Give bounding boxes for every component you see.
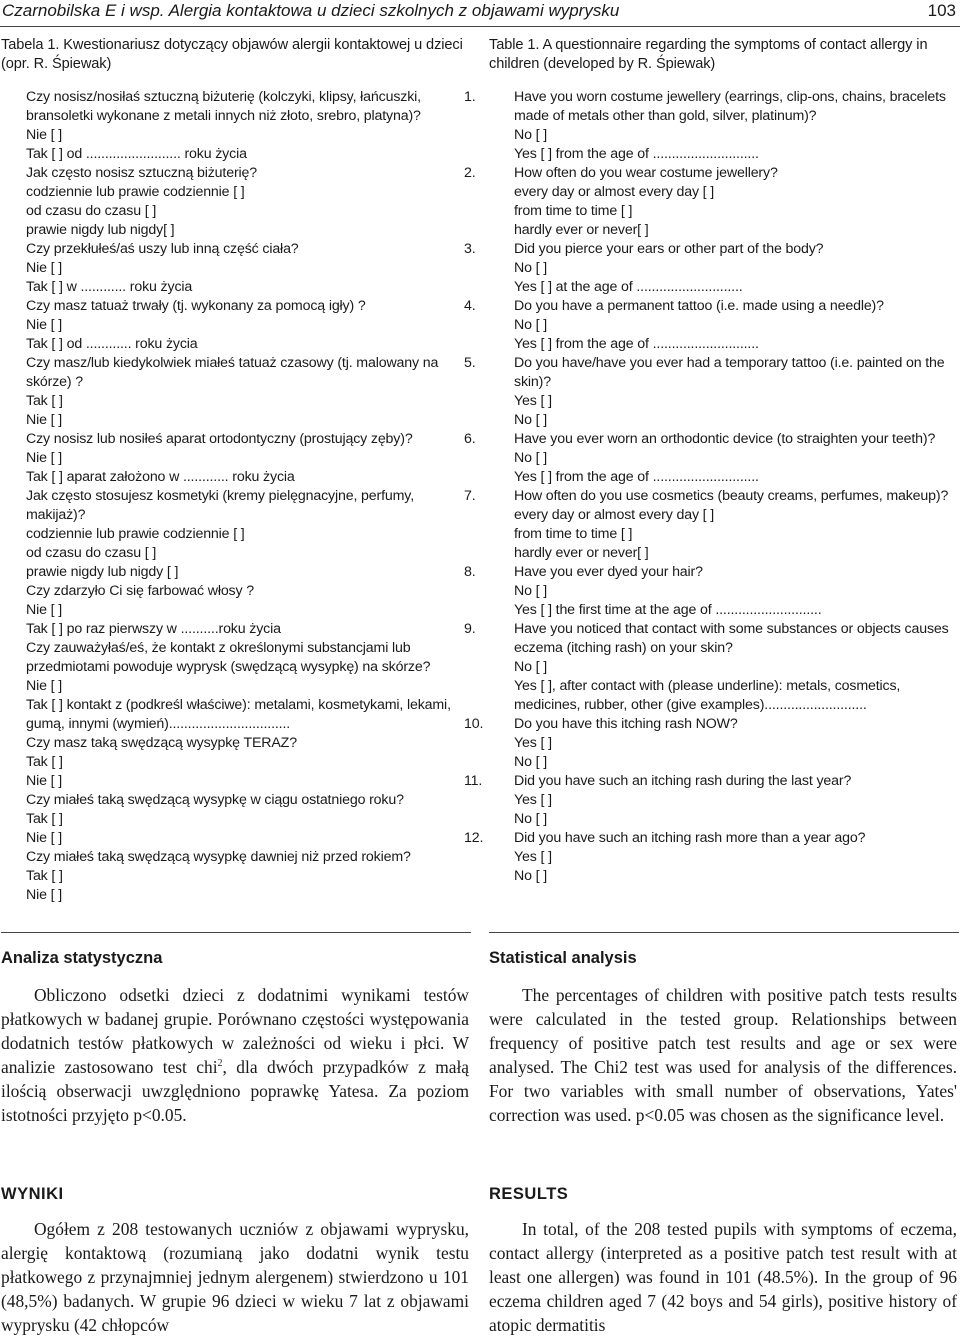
- answer-option: prawie nigdy lub nigdy[ ]: [26, 222, 175, 238]
- question-line: [1, 164, 471, 183]
- question-line: [1, 88, 471, 126]
- question-number: [1, 734, 26, 753]
- question-number: 4.: [464, 298, 476, 314]
- table-caption-pl: Tabela 1. Kwestionariusz dotyczący objawów alergii kontaktowej u dzieci (opr. R. Śpiewak): [1, 37, 463, 72]
- answer-option: Nie [ ]: [26, 412, 63, 428]
- answer-option: Yes [ ]: [514, 849, 552, 865]
- answer-option: Nie [ ]: [26, 887, 63, 903]
- answer-option: Yes [ ] from the age of ............................: [514, 336, 759, 352]
- question-number: [1, 848, 26, 867]
- question-text: Czy masz/lub kiedykolwiek miałeś tatuaż czasowy (tj. malowany na skórze) ?: [26, 355, 439, 390]
- question-item: [464, 88, 959, 164]
- running-title: Czarnobilska E i wsp. Alergia kontaktowa u dzieci szkolnych z objawami wyprysku: [2, 1, 620, 20]
- question-item: [464, 354, 959, 430]
- results-text-en: In total, of the 208 tested pupils with symptoms of eczema, contact allergy (interpreted as a positive patch test result with at least one allergen) was found in 101 (48.5%). In the group of 96 eczema children aged 7 (42 boys and 54 girls), positive history of atopic dermatitis: [489, 1219, 957, 1335]
- question-line: [464, 88, 959, 126]
- answer-option: Tak [ ]: [26, 754, 63, 770]
- page-number: 103: [927, 1, 956, 20]
- question-number: 12.: [464, 830, 484, 846]
- question-number: 6.: [464, 431, 476, 447]
- question-item: [464, 164, 959, 240]
- question-text: Do you have a permanent tattoo (i.e. made using a needle)?: [514, 298, 884, 314]
- question-number: [1, 582, 26, 601]
- answer-option: Tak [ ]: [26, 811, 63, 827]
- answer-option: Nie [ ]: [26, 450, 63, 466]
- question-item: [464, 715, 959, 772]
- polish-questionnaire-column: [1, 36, 471, 905]
- answer-option: Yes [ ]: [514, 792, 552, 808]
- chi-superscript: 2: [217, 1058, 223, 1070]
- question-text: Have you noticed that contact with some substances or objects causes eczema (itching rash) on your skin?: [514, 621, 949, 656]
- question-number: 8.: [464, 564, 476, 580]
- answer-option: Yes [ ], after contact with (please underline): metals, cosmetics, medicines, rubber, other (give examples)...........................: [514, 678, 901, 713]
- answer-option: Yes [ ] from the age of ............................: [514, 469, 759, 485]
- question-line: [1, 791, 471, 810]
- answer-option: prawie nigdy lub nigdy [ ]: [26, 564, 179, 580]
- question-text: Czy masz taką swędzącą wysypkę TERAZ?: [26, 735, 297, 751]
- running-header: [0, 0, 960, 27]
- answer-option: Tak [ ]: [26, 393, 63, 409]
- question-item: [464, 430, 959, 487]
- question-number: [1, 354, 26, 373]
- question-text: Did you pierce your ears or other part of the body?: [514, 241, 824, 257]
- answer-option: Nie [ ]: [26, 127, 63, 143]
- question-line: [464, 829, 959, 848]
- answer-option: codziennie lub prawie codziennie [ ]: [26, 184, 245, 200]
- answer-option: No [ ]: [514, 412, 548, 428]
- answer-option: No [ ]: [514, 450, 548, 466]
- question-number: [1, 240, 26, 259]
- answer-option: Nie [ ]: [26, 260, 63, 276]
- question-text: Did you have such an itching rash during the last year?: [514, 773, 852, 789]
- question-number: [1, 639, 26, 658]
- question-number: 10.: [464, 716, 484, 732]
- question-item: [1, 791, 471, 848]
- results-heading-en: RESULTS: [489, 1185, 569, 1203]
- answer-option: Tak [ ] po raz pierwszy w ..........roku życia: [26, 621, 281, 637]
- question-item: [464, 563, 959, 620]
- answer-option: Tak [ ] od ............ roku życia: [26, 336, 198, 352]
- question-line: [1, 639, 471, 677]
- question-item: [1, 354, 471, 430]
- answer-option: No [ ]: [514, 659, 548, 675]
- answer-option: Tak [ ] kontakt z (podkreśl właściwe): metalami, kosmetykami, lekami, gumą, innymi (wymień)................................: [26, 697, 451, 732]
- answer-option: Yes [ ] from the age of ............................: [514, 146, 759, 162]
- stats-heading-en: Statistical analysis: [489, 949, 637, 967]
- question-text: Czy nosisz lub nosiłeś aparat ortodontyczny (prostujący zęby)?: [26, 431, 413, 447]
- question-item: [1, 297, 471, 354]
- question-list-en: [464, 88, 959, 886]
- question-text: Have you ever dyed your hair?: [514, 564, 703, 580]
- english-questionnaire-column: [464, 36, 959, 886]
- question-number: [1, 164, 26, 183]
- answer-option: No [ ]: [514, 317, 548, 333]
- question-number: [1, 487, 26, 506]
- answer-option: hardly ever or never[ ]: [514, 545, 649, 561]
- stats-text-en: The percentages of children with positive patch tests results were calculated in the tested group. Relationships between frequency of positive patch test results and age or sex were analysed. The Chi2 test was used for analysis of the differences. For two variables with small number of observations, Yates' correction was used. p<0.05 was chosen as the significance level.: [489, 985, 957, 1125]
- question-number: [1, 430, 26, 449]
- stats-paragraph-pl: [1, 983, 469, 1127]
- question-line: [464, 563, 959, 582]
- question-line: [464, 430, 959, 449]
- question-line: [1, 240, 471, 259]
- question-item: [1, 487, 471, 582]
- question-text: How often do you use cosmetics (beauty creams, perfumes, makeup)?: [514, 488, 949, 504]
- question-text: Czy nosisz/nosiłaś sztuczną biżuterię (kolczyki, klipsy, łańcuszki, bransoletki wykonane z metali innych niż złoto, srebro, platyna)?: [26, 89, 421, 124]
- answer-option: No [ ]: [514, 583, 548, 599]
- question-line: [464, 487, 959, 506]
- stats-heading-pl: Analiza statystyczna: [1, 949, 163, 967]
- question-line: [1, 430, 471, 449]
- answer-option: Nie [ ]: [26, 317, 63, 333]
- answer-option: No [ ]: [514, 811, 548, 827]
- question-number: 11.: [464, 773, 483, 789]
- question-number: 2.: [464, 165, 476, 181]
- question-item: [1, 164, 471, 240]
- answer-option: No [ ]: [514, 868, 548, 884]
- question-item: [1, 848, 471, 905]
- question-item: [1, 88, 471, 164]
- question-line: [1, 848, 471, 867]
- question-text: Did you have such an itching rash more than a year ago?: [514, 830, 866, 846]
- stats-text-pl-part1: Obliczono odsetki dzieci z dodatnimi wynikami testów płatkowych w badanej grupie. Porównano częstości występowania dodatnich testów płatkowych w zależności od wieku i płci. W analizie zastosowano test chi: [1, 985, 469, 1077]
- question-number: 1.: [464, 89, 476, 105]
- question-line: [464, 715, 959, 734]
- question-number: [1, 88, 26, 107]
- question-text: Do you have this itching rash NOW?: [514, 716, 738, 732]
- question-text: Have you ever worn an orthodontic device (to straighten your teeth)?: [514, 431, 936, 447]
- answer-option: Yes [ ]: [514, 393, 552, 409]
- stats-paragraph-en: [489, 983, 957, 1127]
- results-paragraph-en: [489, 1217, 957, 1337]
- question-text: Czy zauważyłaś/eś, że kontakt z określonymi substancjami lub przedmiotami powoduje wyprysk (swędzącą wysypkę) na skórze?: [26, 640, 431, 675]
- question-line: [464, 772, 959, 791]
- question-line: [1, 734, 471, 753]
- question-text: Czy masz tatuaż trwały (tj. wykonany za pomocą igły) ?: [26, 298, 366, 314]
- question-line: [464, 620, 959, 658]
- question-line: [1, 354, 471, 392]
- table-bottom-rule-en: [489, 932, 959, 933]
- results-heading-pl: WYNIKI: [1, 1185, 64, 1203]
- question-text: Jak często stosujesz kosmetyki (kremy pielęgnacyjne, perfumy, makijaż)?: [26, 488, 414, 523]
- question-number: [1, 297, 26, 316]
- question-item: [1, 734, 471, 791]
- question-item: [464, 772, 959, 829]
- question-line: [464, 164, 959, 183]
- answer-option: No [ ]: [514, 260, 548, 276]
- question-line: [1, 297, 471, 316]
- table-bottom-rule-pl: [1, 932, 471, 933]
- answer-option: every day or almost every day [ ]: [514, 184, 715, 200]
- question-line: [1, 582, 471, 601]
- question-text: Have you worn costume jewellery (earrings, clip-ons, chains, bracelets made of metals other than gold, silver, platinum)?: [514, 89, 946, 124]
- answer-option: od czasu do czasu [ ]: [26, 545, 157, 561]
- question-line: [464, 240, 959, 259]
- answer-option: from time to time [ ]: [514, 203, 633, 219]
- question-item: [464, 297, 959, 354]
- question-text: Czy przekłułeś/aś uszy lub inną część ciała?: [26, 241, 299, 257]
- question-line: [464, 297, 959, 316]
- answer-option: Nie [ ]: [26, 830, 63, 846]
- answer-option: od czasu do czasu [ ]: [26, 203, 157, 219]
- answer-option: codziennie lub prawie codziennie [ ]: [26, 526, 245, 542]
- question-item: [464, 829, 959, 886]
- question-number: 5.: [464, 355, 476, 371]
- answer-option: Nie [ ]: [26, 602, 63, 618]
- answer-option: No [ ]: [514, 127, 548, 143]
- question-text: Czy miałeś taką swędzącą wysypkę dawniej niż przed rokiem?: [26, 849, 411, 865]
- answer-option: every day or almost every day [ ]: [514, 507, 715, 523]
- table-caption-en: Table 1. A questionnaire regarding the symptoms of contact allergy in children (developed by R. Śpiewak): [489, 37, 928, 72]
- answer-option: Yes [ ] the first time at the age of ............................: [514, 602, 822, 618]
- answer-option: Tak [ ] aparat założono w ............ roku życia: [26, 469, 295, 485]
- question-item: [464, 487, 959, 563]
- question-item: [464, 240, 959, 297]
- stats-text-pl-part2: , dla dwóch przypadków z małą ilością obserwacji uwzględniono poprawkę Yatesa. Za poziom istotności przyjęto p<0.05.: [1, 1057, 470, 1125]
- answer-option: hardly ever or never[ ]: [514, 222, 649, 238]
- answer-option: Yes [ ] at the age of ............................: [514, 279, 743, 295]
- results-paragraph-pl: [1, 1217, 469, 1337]
- question-line: [1, 487, 471, 525]
- question-item: [1, 240, 471, 297]
- question-number: 9.: [464, 621, 476, 637]
- question-number: [1, 791, 26, 810]
- question-text: Czy zdarzyło Ci się farbować włosy ?: [26, 583, 254, 599]
- question-item: [1, 430, 471, 487]
- question-item: [1, 639, 471, 734]
- question-text: Czy miałeś taką swędzącą wysypkę w ciągu ostatniego roku?: [26, 792, 404, 808]
- question-text: Do you have/have you ever had a temporary tattoo (i.e. painted on the skin)?: [514, 355, 945, 390]
- answer-option: Nie [ ]: [26, 678, 63, 694]
- answer-option: from time to time [ ]: [514, 526, 633, 542]
- question-list-pl: [1, 88, 471, 905]
- answer-option: Tak [ ] w ............ roku życia: [26, 279, 193, 295]
- question-number: 3.: [464, 241, 476, 257]
- results-text-pl: Ogółem z 208 testowanych uczniów z objawami wyprysku, alergię kontaktową (rozumianą jako dodatni wynik testu płatkowego z przynajmniej jednym alergenem) stwierdzono u 101 (48,5%) badanych. W grupie 96 dzieci w wieku 7 lat z objawami wyprysku (42 chłopców: [1, 1219, 469, 1335]
- answer-option: No [ ]: [514, 754, 548, 770]
- question-item: [464, 620, 959, 715]
- answer-option: Nie [ ]: [26, 773, 63, 789]
- question-number: 7.: [464, 488, 476, 504]
- question-line: [464, 354, 959, 392]
- question-text: Jak często nosisz sztuczną biżuterię?: [26, 165, 258, 181]
- answer-option: Tak [ ] od ......................... roku życia: [26, 146, 247, 162]
- question-item: [1, 582, 471, 639]
- question-text: How often do you wear costume jewellery?: [514, 165, 778, 181]
- answer-option: Tak [ ]: [26, 868, 63, 884]
- answer-option: Yes [ ]: [514, 735, 552, 751]
